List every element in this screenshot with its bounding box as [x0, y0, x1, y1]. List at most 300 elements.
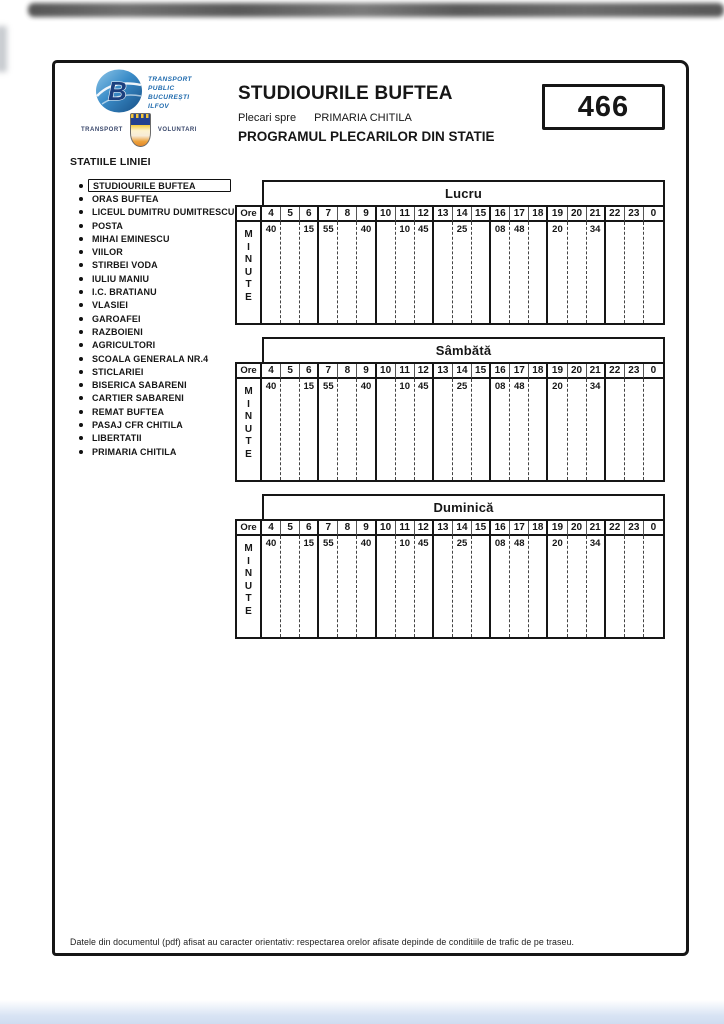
timetable — [235, 337, 665, 482]
minute-value: 40 — [357, 379, 376, 480]
minute-value — [644, 222, 663, 323]
hour-column — [472, 521, 491, 637]
minute-value — [606, 536, 625, 637]
bullet-icon — [79, 250, 83, 254]
hour-column — [644, 207, 663, 323]
station-name: STICLARIEI — [92, 366, 144, 377]
station-list-item — [79, 325, 235, 338]
hour-label: 15 — [472, 521, 491, 536]
hour-column — [319, 207, 338, 323]
minute-value — [338, 379, 357, 480]
minute-label-letter: M — [244, 543, 253, 554]
operator-name-line: PUBLIC — [148, 85, 175, 92]
hour-label: 11 — [396, 207, 415, 222]
minute-value: 15 — [300, 379, 319, 480]
hour-column — [262, 364, 281, 480]
minute-value: 25 — [453, 536, 472, 637]
minute-label-letter: I — [247, 241, 250, 253]
hour-label: 10 — [377, 364, 396, 379]
hour-label: 14 — [453, 364, 472, 379]
station-list-item — [79, 192, 235, 205]
hour-label: 4 — [262, 521, 281, 536]
hour-label: 12 — [415, 207, 434, 222]
hour-label: 15 — [472, 207, 491, 222]
station-name: IULIU MANIU — [92, 273, 150, 284]
minute-value: 34 — [587, 536, 606, 637]
timetable-body — [235, 205, 665, 325]
minute-value — [472, 222, 491, 323]
minute-label-letter: N — [244, 568, 253, 579]
timetable-day-title: Lucru — [262, 180, 665, 205]
hour-column — [568, 521, 587, 637]
minute-value — [472, 379, 491, 480]
hour-column — [396, 207, 415, 323]
station-list-item — [79, 365, 235, 378]
direction-row — [238, 112, 495, 124]
minute-value: 48 — [510, 536, 529, 637]
minute-value: 25 — [453, 379, 472, 480]
minute-label-letter: E — [245, 605, 252, 617]
page-title: STUDIOURILE BUFTEA — [238, 83, 453, 104]
minute-label-letter: E — [245, 291, 252, 303]
minute-value — [472, 536, 491, 637]
station-name: PRIMARIA CHITILA — [92, 446, 177, 457]
minute-value: 40 — [262, 379, 281, 480]
station-list-item — [79, 339, 235, 352]
hour-label: 11 — [396, 364, 415, 379]
station-list-item — [79, 179, 235, 192]
station-list-item — [79, 259, 235, 272]
hour-label: 6 — [300, 364, 319, 379]
minute-label-letter: U — [244, 580, 253, 592]
minute-value — [625, 536, 644, 637]
minute-value: 40 — [262, 222, 281, 323]
hours-grid — [262, 205, 665, 325]
hour-column — [453, 207, 472, 323]
station-name: AGRICULTORI — [92, 340, 156, 351]
bullet-icon — [79, 330, 83, 334]
hour-column — [453, 364, 472, 480]
hour-column — [644, 521, 663, 637]
hour-column — [300, 207, 319, 323]
minute-value — [281, 222, 300, 323]
minute-column-label — [237, 379, 260, 480]
station-list-item — [79, 219, 235, 232]
hour-column — [568, 207, 587, 323]
bullet-icon — [79, 396, 83, 400]
hour-column — [300, 364, 319, 480]
hour-label: 21 — [587, 207, 606, 222]
minute-value: 45 — [415, 379, 434, 480]
hour-label: 17 — [510, 364, 529, 379]
minute-value — [434, 222, 453, 323]
station-list-item — [79, 445, 235, 458]
minute-value: 15 — [300, 222, 319, 323]
hours-grid — [262, 519, 665, 639]
hours-row-label: Ore — [237, 207, 260, 222]
hour-column — [281, 207, 300, 323]
minute-value: 45 — [415, 536, 434, 637]
bullet-icon — [79, 210, 83, 214]
station-list-item — [79, 245, 235, 258]
minute-value — [377, 536, 396, 637]
hour-column — [529, 364, 548, 480]
timetable-left-column — [235, 519, 262, 639]
station-name: CARTIER SABARENI — [92, 393, 184, 404]
station-list-item — [79, 312, 235, 325]
minute-column-label — [237, 536, 260, 637]
bullet-icon — [79, 224, 83, 228]
hour-column — [377, 364, 396, 480]
minute-value — [606, 379, 625, 480]
hour-column — [587, 364, 606, 480]
hour-column — [529, 521, 548, 637]
hour-label: 18 — [529, 207, 548, 222]
timetable-body — [235, 519, 665, 639]
station-list-item — [79, 392, 235, 405]
hour-label: 6 — [300, 521, 319, 536]
station-name: POSTA — [92, 220, 124, 231]
hour-column — [338, 521, 357, 637]
timetable-day-title: Sâmbătă — [262, 337, 665, 362]
hour-label: 10 — [377, 521, 396, 536]
hour-column — [510, 364, 529, 480]
operator-name-line: BUCUREȘTI — [148, 94, 190, 101]
station-name: MIHAI EMINESCU — [92, 233, 170, 244]
minute-value: 48 — [510, 222, 529, 323]
minute-value: 45 — [415, 222, 434, 323]
hour-label: 8 — [338, 364, 357, 379]
minute-label-letter: M — [244, 386, 253, 397]
minute-label-letter: T — [245, 593, 252, 604]
minute-value — [434, 379, 453, 480]
hour-label: 19 — [548, 521, 567, 536]
hour-column — [396, 521, 415, 637]
hour-label: 20 — [568, 207, 587, 222]
hour-column — [357, 521, 376, 637]
minute-value: 55 — [319, 536, 338, 637]
logo-letter: B — [108, 76, 127, 106]
hours-row-label: Ore — [237, 521, 260, 536]
hour-column — [300, 521, 319, 637]
timetable-day-title: Duminică — [262, 494, 665, 519]
hour-label: 12 — [415, 521, 434, 536]
bullet-icon — [79, 237, 83, 241]
minute-value: 08 — [491, 222, 510, 323]
scan-artifact-left — [0, 26, 7, 72]
minute-value — [625, 379, 644, 480]
station-list-item — [79, 206, 235, 219]
hour-label: 17 — [510, 207, 529, 222]
hour-column — [625, 521, 644, 637]
hour-label: 9 — [357, 364, 376, 379]
hour-column — [338, 364, 357, 480]
station-list-item — [79, 299, 235, 312]
hour-column — [319, 521, 338, 637]
station-name: STIRBEI VODA — [92, 260, 158, 271]
minute-value — [529, 222, 548, 323]
hour-column — [644, 364, 663, 480]
direction-value: PRIMARIA CHITILA — [314, 112, 412, 124]
hour-column — [357, 364, 376, 480]
hour-column — [262, 521, 281, 637]
hour-column — [434, 364, 453, 480]
voluntari-shield-icon — [130, 113, 151, 147]
minute-value: 40 — [357, 222, 376, 323]
hour-label: 4 — [262, 207, 281, 222]
hour-label: 13 — [434, 364, 453, 379]
hour-label: 8 — [338, 521, 357, 536]
header — [238, 83, 495, 144]
hour-column — [491, 521, 510, 637]
hour-column — [625, 364, 644, 480]
hour-column — [377, 207, 396, 323]
minute-label-letter: T — [245, 436, 252, 447]
hour-label: 15 — [472, 364, 491, 379]
station-name: STUDIOURILE BUFTEA — [88, 179, 231, 192]
station-name: REMAT BUFTEA — [92, 406, 165, 417]
station-name: LIBERTATII — [92, 433, 142, 444]
station-name: VLASIEI — [92, 300, 129, 311]
station-list — [79, 179, 235, 458]
hour-label: 9 — [357, 521, 376, 536]
route-number-badge: 466 — [542, 84, 665, 130]
hour-label: 18 — [529, 521, 548, 536]
hour-column — [606, 207, 625, 323]
hour-label: 5 — [281, 364, 300, 379]
hour-label: 17 — [510, 521, 529, 536]
hours-grid — [262, 362, 665, 482]
minute-value: 20 — [548, 379, 567, 480]
bullet-icon — [79, 410, 83, 414]
hour-label: 16 — [491, 521, 510, 536]
minute-value: 40 — [357, 536, 376, 637]
bullet-icon — [79, 303, 83, 307]
minute-label-letter: U — [244, 423, 253, 435]
hour-label: 13 — [434, 207, 453, 222]
hour-label: 22 — [606, 207, 625, 222]
bullet-icon — [79, 423, 83, 427]
station-name: LICEUL DUMITRU DUMITRESCU — [92, 207, 235, 218]
stations-heading: STATIILE LINIEI — [70, 156, 151, 168]
minute-label-letter: N — [244, 254, 253, 265]
hour-column — [453, 521, 472, 637]
station-name: RAZBOIENI — [92, 326, 143, 337]
hour-label: 16 — [491, 207, 510, 222]
hour-column — [491, 364, 510, 480]
minute-value: 40 — [262, 536, 281, 637]
timetable-left-column — [235, 362, 262, 482]
minute-value — [281, 379, 300, 480]
hour-column — [548, 364, 567, 480]
station-name: SCOALA GENERALA NR.4 — [92, 353, 209, 364]
minute-label-letter: N — [244, 411, 253, 422]
operator-name — [148, 75, 192, 111]
minute-label-letter: T — [245, 279, 252, 290]
hour-column — [472, 364, 491, 480]
scan-artifact-bottom — [0, 1000, 724, 1024]
bullet-icon — [79, 436, 83, 440]
scan-artifact-top — [28, 3, 724, 17]
minute-value — [338, 536, 357, 637]
hour-label: 14 — [453, 207, 472, 222]
station-list-item — [79, 378, 235, 391]
hour-label: 6 — [300, 207, 319, 222]
operator-name-line: TRANSPORT — [148, 76, 192, 83]
page-subtitle: PROGRAMUL PLECARILOR DIN STATIE — [238, 129, 495, 144]
hour-label: 0 — [644, 207, 663, 222]
minute-value — [568, 222, 587, 323]
hour-label: 10 — [377, 207, 396, 222]
hour-label: 0 — [644, 364, 663, 379]
minute-value: 15 — [300, 536, 319, 637]
operator-name-line: ILFOV — [148, 103, 170, 110]
hours-row-label: Ore — [237, 364, 260, 379]
station-name: I.C. BRATIANU — [92, 287, 157, 298]
hour-column — [472, 207, 491, 323]
minute-value — [606, 222, 625, 323]
hour-column — [548, 521, 567, 637]
minute-column-label — [237, 222, 260, 323]
hour-column — [415, 207, 434, 323]
hour-label: 7 — [319, 207, 338, 222]
bullet-icon — [79, 357, 83, 361]
minute-label-letter: E — [245, 448, 252, 460]
minute-value: 20 — [548, 536, 567, 637]
hour-column — [396, 364, 415, 480]
station-name: ORAS BUFTEA — [92, 193, 159, 204]
bullet-icon — [79, 450, 83, 454]
station-list-item — [79, 418, 235, 431]
hour-column — [587, 207, 606, 323]
station-list-item — [79, 232, 235, 245]
hour-column — [529, 207, 548, 323]
hour-label: 8 — [338, 207, 357, 222]
station-list-item — [79, 285, 235, 298]
minute-value — [434, 536, 453, 637]
hour-column — [434, 207, 453, 323]
minute-value — [281, 536, 300, 637]
hour-column — [281, 364, 300, 480]
minute-value: 34 — [587, 379, 606, 480]
minute-value: 20 — [548, 222, 567, 323]
minute-value — [568, 536, 587, 637]
minute-value — [644, 379, 663, 480]
footer-note: Datele din documentul (pdf) afisat au caracter orientativ: respectarea orelor afisate depinde de conditiile de trafic de pe traseu. — [70, 937, 575, 947]
hour-label: 22 — [606, 364, 625, 379]
hour-label: 23 — [625, 207, 644, 222]
minute-value — [529, 536, 548, 637]
bullet-icon — [79, 197, 83, 201]
tpbi-globe-icon — [95, 69, 143, 115]
timetable — [235, 494, 665, 639]
bullet-icon — [79, 370, 83, 374]
minute-value: 48 — [510, 379, 529, 480]
hour-label: 21 — [587, 364, 606, 379]
station-name: BISERICA SABARENI — [92, 380, 187, 391]
station-name: VIILOR — [92, 247, 123, 258]
minute-value: 55 — [319, 379, 338, 480]
hour-label: 5 — [281, 521, 300, 536]
minute-value — [644, 536, 663, 637]
hour-label: 14 — [453, 521, 472, 536]
hour-column — [262, 207, 281, 323]
bullet-icon — [79, 277, 83, 281]
hour-label: 18 — [529, 364, 548, 379]
bullet-icon — [79, 383, 83, 387]
hour-label: 7 — [319, 364, 338, 379]
direction-label: Plecari spre — [238, 112, 297, 124]
minute-value — [529, 379, 548, 480]
hour-label: 7 — [319, 521, 338, 536]
hour-column — [434, 521, 453, 637]
hour-label: 9 — [357, 207, 376, 222]
station-name: PASAJ CFR CHITILA — [92, 419, 183, 430]
minute-value: 08 — [491, 379, 510, 480]
minute-value: 55 — [319, 222, 338, 323]
hour-column — [338, 207, 357, 323]
minute-label-letter: I — [247, 555, 250, 567]
minute-value — [338, 222, 357, 323]
hour-column — [625, 207, 644, 323]
station-list-item — [79, 272, 235, 285]
minute-label-letter: U — [244, 266, 253, 278]
minute-label-letter: M — [244, 229, 253, 240]
minute-value: 25 — [453, 222, 472, 323]
hour-column — [548, 207, 567, 323]
hour-label: 13 — [434, 521, 453, 536]
hour-column — [510, 207, 529, 323]
hour-column — [357, 207, 376, 323]
minute-value: 08 — [491, 536, 510, 637]
hour-label: 0 — [644, 521, 663, 536]
hour-label: 23 — [625, 364, 644, 379]
minute-value — [625, 222, 644, 323]
station-list-item — [79, 405, 235, 418]
timetable — [235, 180, 665, 325]
minute-value — [377, 379, 396, 480]
hour-column — [510, 521, 529, 637]
hour-column — [415, 521, 434, 637]
bullet-icon — [79, 317, 83, 321]
station-name: GAROAFEI — [92, 313, 141, 324]
minute-value: 10 — [396, 222, 415, 323]
hour-label: 20 — [568, 521, 587, 536]
hour-label: 23 — [625, 521, 644, 536]
minute-label-letter: I — [247, 398, 250, 410]
station-list-item — [79, 352, 235, 365]
minute-value — [377, 222, 396, 323]
hour-column — [415, 364, 434, 480]
bullet-icon — [79, 343, 83, 347]
timetable-body — [235, 362, 665, 482]
hour-label: 20 — [568, 364, 587, 379]
hour-column — [319, 364, 338, 480]
document-page — [52, 60, 689, 956]
minute-value: 10 — [396, 536, 415, 637]
bullet-icon — [79, 290, 83, 294]
hour-column — [606, 364, 625, 480]
timetables — [235, 180, 665, 651]
hour-label: 22 — [606, 521, 625, 536]
badge-transport-label: TRANSPORT — [81, 127, 123, 133]
hour-label: 16 — [491, 364, 510, 379]
hour-column — [281, 521, 300, 637]
hour-column — [587, 521, 606, 637]
bullet-icon — [79, 263, 83, 267]
hour-label: 19 — [548, 364, 567, 379]
hour-label: 12 — [415, 364, 434, 379]
